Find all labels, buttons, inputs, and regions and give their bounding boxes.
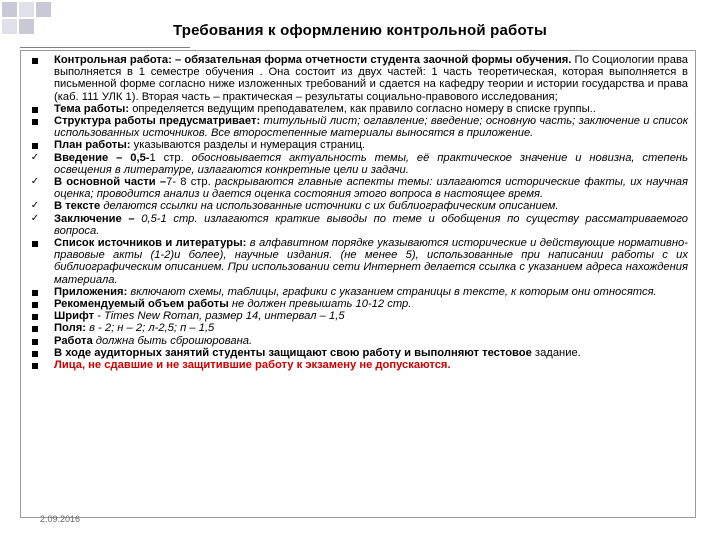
square-bullet-icon: [28, 105, 42, 113]
square-bullet-icon: [28, 361, 42, 369]
square-bullet-icon: [28, 141, 42, 149]
square-bullet-icon: [28, 56, 42, 64]
list-item: План работы: указываются разделы и нумерация страниц.: [28, 139, 688, 151]
warning-text: Лица, не сдавшие и не защитившие работу к экзамену не допускаются.: [54, 359, 451, 372]
list-item: Поля: в - 2; н – 2; л-2,5; п – 1,5: [28, 322, 688, 334]
list-item: ✓ Заключение – 0,5-1 стр. излагаются краткие выводы по теме и обобщения по существу рассматриваемого вопроса.: [28, 213, 688, 237]
page-title: Требования к оформлению контрольной работы: [172, 22, 548, 39]
square-bullet-icon: [28, 300, 42, 308]
square-bullet-icon: [28, 312, 42, 320]
checkmark-icon: ✓: [30, 151, 40, 163]
square-bullet-icon: [28, 239, 42, 247]
checkmark-icon: ✓: [30, 212, 40, 224]
list-item: Приложения: включают схемы, таблицы, графики с указанием страницы в тексте, к которым они относятся.: [28, 286, 688, 298]
list-item: Тема работы: определяется ведущим преподавателем, как правило согласно номеру в списке группы..: [28, 103, 688, 115]
checkmark-icon: ✓: [30, 200, 40, 212]
list-item: ✓ В тексте делаются ссылки на использованные источники с их библиографическим описанием.: [28, 200, 688, 212]
requirements-list: [28, 54, 688, 371]
footer-date: 2.09.2016: [40, 514, 81, 524]
list-item: В ходе аудиторных занятий студенты защищают свою работу и выполняют тестовое задание.: [28, 347, 688, 359]
list-item: Список источников и литературы: в алфавитном порядке указываются исторические и действующие нормативно-правовые акты (1-2)и более), научные издания. (не менее 5), использованные при написании работы с их библиографическим описанием. При использовании сети Интернет делается ссылка с указанием адреса нахождения материала.: [28, 237, 688, 286]
square-bullet-icon: [28, 117, 42, 125]
list-item: ✓ Введение – 0,5-1 стр. обосновывается актуальность темы, её практическое значение и новизна, степень освещения в литературе, излагаются конкретные цели и задачи.: [28, 152, 688, 176]
list-item: Рекомендуемый объем работы не должен превышать 10-12 стр.: [28, 298, 688, 310]
square-bullet-icon: [28, 288, 42, 296]
list-item: Шрифт - Times New Roman, размер 14, интервал – 1,5: [28, 310, 688, 322]
list-item: ✓ В основной части –7- 8 стр. раскрываются главные аспекты темы: излагаются исторические факты, их научная оценка; проводится анализ и дается оценка состояния этого вопроса в настоящее время.: [28, 176, 688, 200]
list-item: [28, 359, 688, 371]
checkmark-icon: ✓: [30, 176, 40, 188]
list-item: Контрольная работа: – обязательная форма отчетности студента заочной формы обучения. По Социологии права выполняется в 1 семестре обучения . Она состоит из двух частей: 1 часть теоретическая, которая выполняется в письменной форме согласно ниже изложенных требований и сдается на кафедру теории и истории государства и права (каб. 111 УЛК 1). Вторая часть – практическая – результаты социально-правового исследования;: [28, 54, 688, 103]
square-bullet-icon: [28, 337, 42, 345]
square-bullet-icon: [28, 324, 42, 332]
square-bullet-icon: [28, 349, 42, 357]
list-item: Работа должна быть сброшюрована.: [28, 335, 688, 347]
list-item: Структура работы предусматривает: титульный лист; оглавление; введение; основную часть; заключение и список использованных источников. Все второстепенные материалы выносятся в приложение.: [28, 115, 688, 139]
